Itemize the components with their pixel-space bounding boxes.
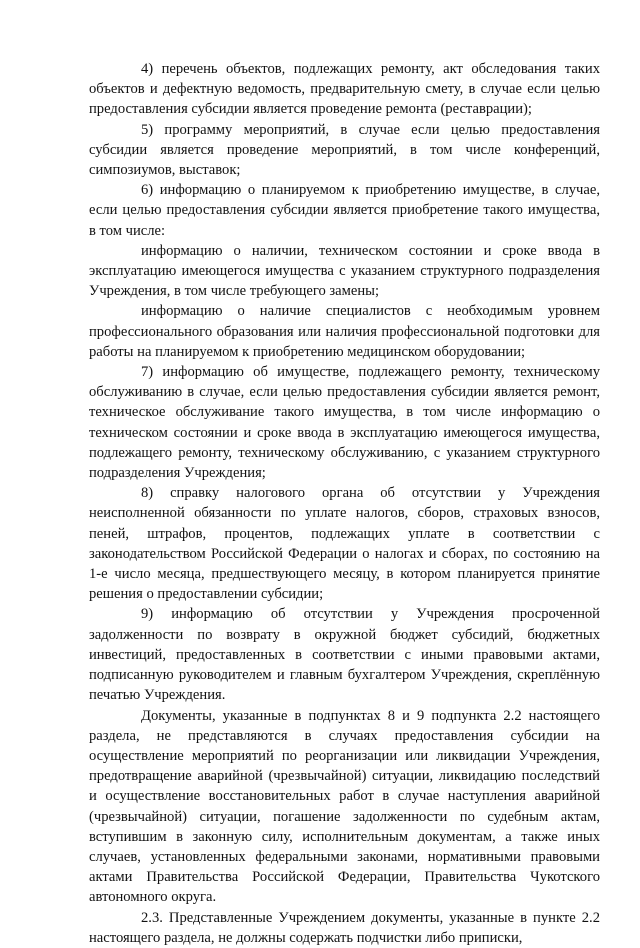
item-6-property-info: информацию о наличии, техническом состоянии и сроке ввода в эксплуатацию имеющегося имущества с указанием структурного подразделения Учреждения, в том числе требующего замены; <box>89 242 600 300</box>
item-5-events-program: 5) программу мероприятий, в случае если целью предоставления субсидии является проведение мероприятий, в том числе конференций, симпозиумов, выставок; <box>89 121 600 179</box>
item-4-repair-objects: 4) перечень объектов, подлежащих ремонту, акт обследования таких объектов и дефектную ведомость, предварительную смету, в случае если целью предоставления субсидии является проведение ремонта (реставрации); <box>89 61 600 118</box>
item-7-property-maintenance: 7) информацию об имуществе, подлежащего ремонту, техническому обслуживанию в случае, если целью предоставления субсидии является ремонт, техническое обслуживание такого имущества, в том числе информацию о техническом состоянии и сроке ввода в эксплуатацию имеющегося имущества, подлежащего ремонту, техническому обслуживанию, с указанием структурного подразделения Учреждения; <box>89 364 600 482</box>
item-6-property-acquisition: 6) информацию о планируемом к приобретению имуществе, в случае, если целью предоставления субсидии является приобретение такого имущества, в том числе: <box>89 182 600 239</box>
clause-2-3-paragraph: 2.3. Представленные Учреждением документы, указанные в пункте 2.2 настоящего раздела, не должны содержать подчистки либо приписки, <box>89 909 600 946</box>
item-8-tax-certificate: 8) справку налогового органа об отсутствии у Учреждения неисполненной обязанности по уплате налогов, сборов, страховых взносов, пеней, штрафов, процентов, подлежащих уплате в соответствии с законодательством Российской Федерации о налогах и сборах, по состоянию на 1-е число месяца, предшествующего месяцу, в котором планируется принятие решения о предоставлении субсидии; <box>89 485 600 603</box>
item-9-debt-info: 9) информацию об отсутствии у Учреждения просроченной задолженности по возврату в окружной бюджет субсидий, бюджетных инвестиций, предоставленных в соответствии с иными правовыми актами, подписанную руководителем и главным бухгалтером Учреждения, скреплённую печатью Учреждения. <box>89 606 600 704</box>
item-6-specialists-info: информацию о наличие специалистов с необходимым уровнем профессионального образования или наличия профессиональной подготовки для работы на планируемом к приобретению медицинском оборудовании; <box>89 303 600 360</box>
documents-exemption-paragraph: Документы, указанные в подпунктах 8 и 9 подпункта 2.2 настоящего раздела, не представляются в случаях предоставления субсидии на осуществление мероприятий по реорганизации или ликвидации Учреждения, предотвращение аварийной (чрезвычайной) ситуации, ликвидацию последствий и осуществление восстановительных работ в случае наступления аварийной (чрезвычайной) ситуации, погашение задолженности по судебным актам, вступившим в законную силу, исполнительным документам, а также иных случаев, установленных федеральными законами, нормативными правовыми актами Правительства Российской Федерации, Правительства Чукотского автономного округа. <box>89 707 600 906</box>
